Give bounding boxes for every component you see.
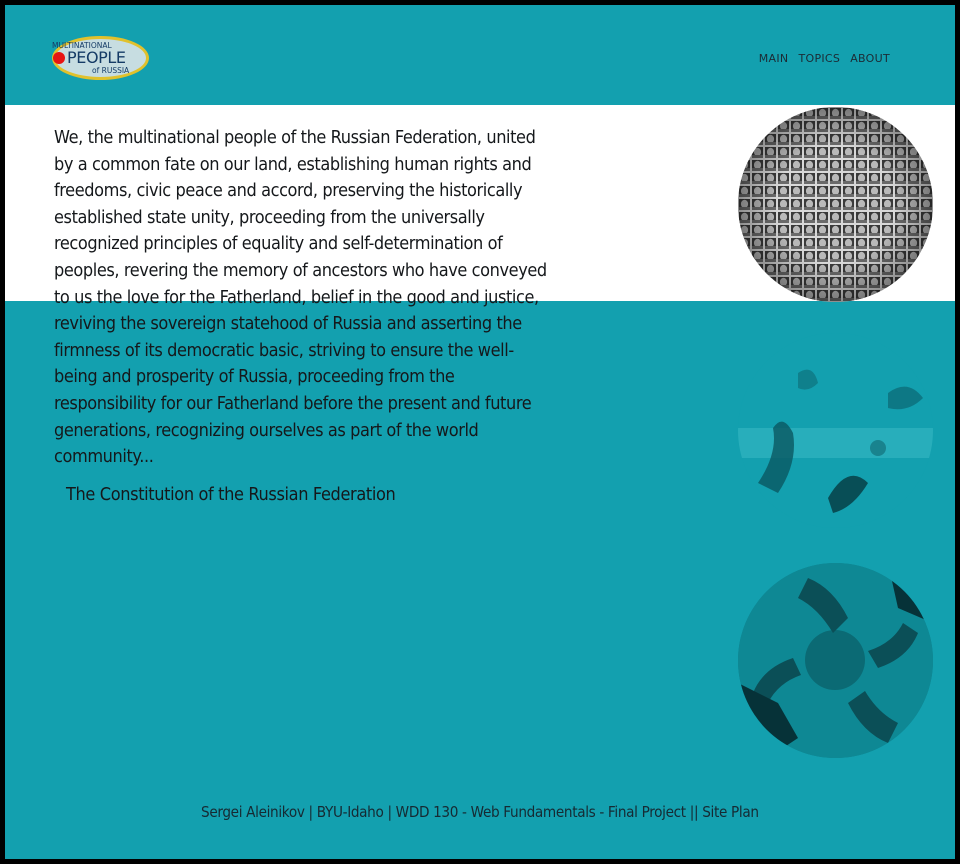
faces-collage-image <box>738 107 933 302</box>
hands-in-water-image <box>738 333 933 528</box>
joined-hands-graphic <box>738 563 933 758</box>
site-header <box>5 5 955 105</box>
main-nav <box>759 52 890 65</box>
nav-link-about[interactable]: ABOUT <box>850 52 890 65</box>
nav-link-topics[interactable]: TOPICS <box>798 52 841 65</box>
site-footer <box>5 803 955 821</box>
footer-content <box>201 803 759 821</box>
logo-text-bottom: of RUSSIA <box>92 66 130 75</box>
logo-text-top: MULTINATIONAL <box>52 41 112 50</box>
hands-in-water-graphic <box>738 333 933 528</box>
logo-text-main: PEOPLE <box>67 48 126 67</box>
joined-hands-image <box>738 563 933 758</box>
site-plan-link[interactable]: Site Plan <box>702 803 759 821</box>
constitution-quote: We, the multinational people of the Russian Federation, united by a common fate on our land, establishing human rights and freedoms, civic peace and accord, preserving the historically established state unity, proceeding from the universally recognized principles of equality and self-determination of peoples, revering the memory of ancestors who have conveyed to us the love for the Fatherland, belief in the good and justice, reviving the sovereign statehood of Russia and asserting the firmness of its democratic basic, striving to ensure the well-being and prosperity of Russia, proceeding from the responsibility for our Fatherland before the present and future generations, recognizing ourselves as part of the world community... <box>54 128 547 468</box>
quote-attribution: The Constitution of the Russian Federation <box>66 485 396 505</box>
nav-link-main[interactable]: MAIN <box>758 52 789 65</box>
logo-red-dot-icon <box>53 52 65 64</box>
faces-collage-graphic <box>738 107 933 302</box>
site-logo[interactable] <box>52 36 149 80</box>
page-frame <box>5 5 955 859</box>
footer-credits: Sergei Aleinikov | BYU-Idaho | WDD 130 - Web Fundamentals - Final Project || <box>201 803 703 821</box>
